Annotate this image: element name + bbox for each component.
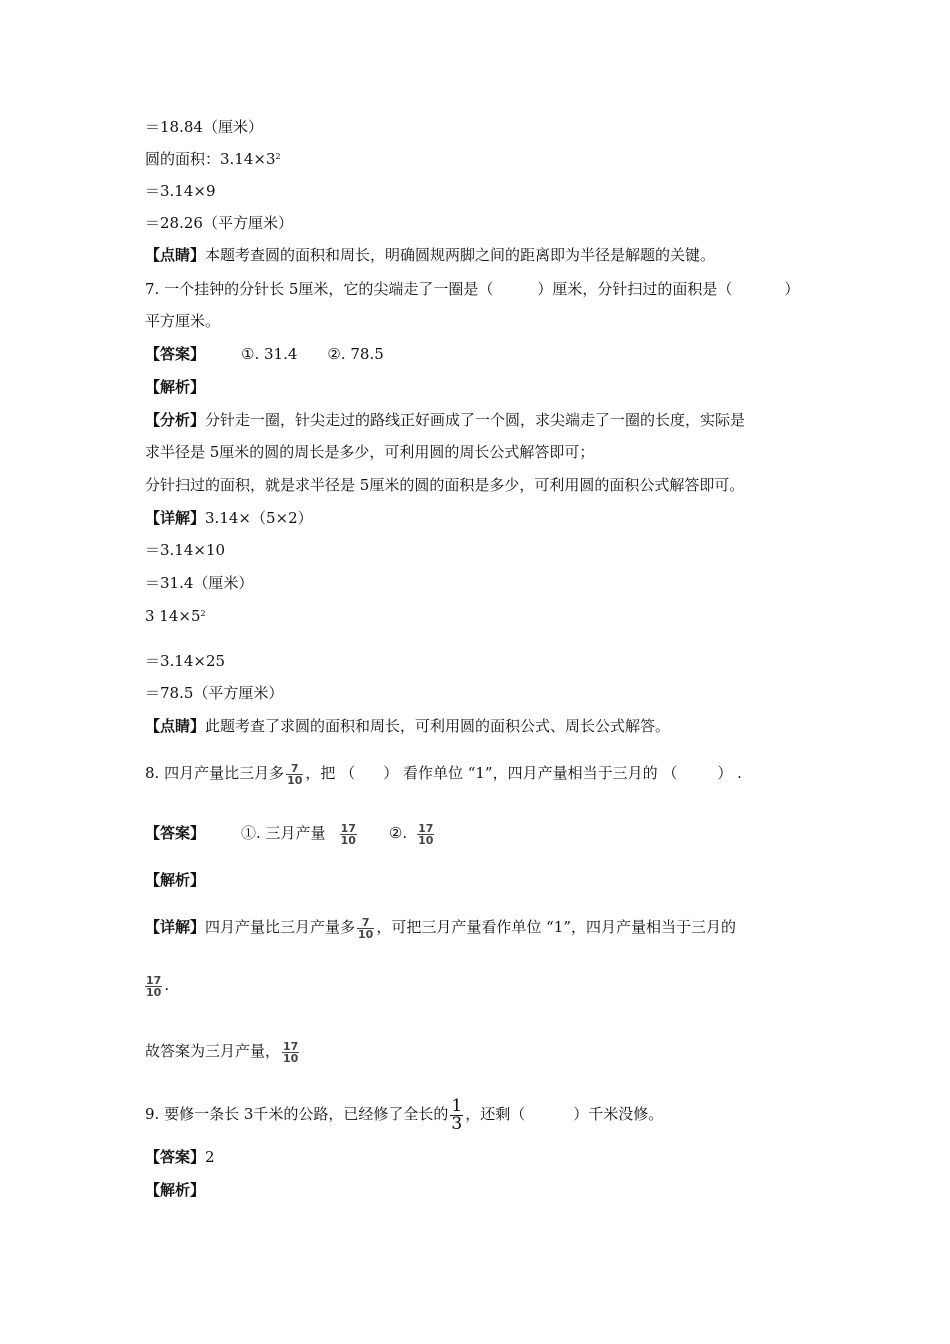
text: 圆的面积：3.14×3 — [145, 150, 276, 168]
numerator: 17 — [418, 821, 434, 835]
fenxi-line-3 — [145, 475, 744, 495]
detail-tag: 【详解】 — [145, 509, 206, 527]
denominator: 10 — [283, 1051, 299, 1065]
denominator: 3 — [451, 1113, 463, 1134]
comment-7 — [145, 716, 670, 736]
text: 此题考查了求圆的面积和周长，可利用圆的面积公式、周长公式解答。 — [205, 717, 671, 735]
question-7-cont — [145, 311, 220, 331]
detail-tag: 【详解】 — [145, 918, 206, 936]
text: 3.14×（5×2） — [205, 509, 313, 527]
text: ＝78.5（平方厘米） — [145, 684, 284, 702]
denominator: 10 — [340, 833, 356, 847]
question-8 — [145, 758, 742, 788]
question-7 — [145, 279, 799, 299]
numerator: 7 — [290, 761, 299, 775]
conclusion-8 — [145, 1036, 301, 1066]
fraction-17-10 — [417, 823, 434, 846]
text: ）千米没修。 — [573, 1105, 664, 1123]
analysis-8-tag — [145, 870, 205, 890]
line-perimeter-result — [145, 117, 263, 137]
text: 7. 一个挂钟的分针长 5厘米，它的尖端走了一圈是（ — [145, 280, 494, 298]
numerator: 17 — [146, 973, 162, 987]
answer-tag: 【答案】 — [145, 345, 206, 363]
text: ） . — [717, 764, 742, 782]
fraction-17-10 — [340, 823, 357, 846]
text: ＝3.14×10 — [145, 541, 226, 559]
text: 平方厘米。 — [145, 312, 221, 330]
answer-9 — [145, 1147, 215, 1167]
answer-2: ②. — [388, 824, 408, 842]
text: ＝3.14×25 — [145, 652, 226, 670]
answer-1: ①. 31.4 — [241, 345, 298, 363]
denominator: 10 — [287, 773, 303, 787]
text: 求半径是 5厘米的圆的周长是多少，可利用圆的周长公式解答即可； — [145, 443, 595, 461]
fenxi-line-1 — [145, 410, 745, 430]
fraction-17-10 — [282, 1041, 299, 1064]
denominator: 10 — [146, 985, 162, 999]
text: ＝31.4（厘米） — [145, 574, 254, 592]
question-9 — [145, 1094, 663, 1134]
answer-2: ②. 78.5 — [327, 345, 384, 363]
detail-7-line-4 — [145, 606, 206, 626]
text: . — [164, 976, 170, 994]
analysis-tag: 【解析】 — [145, 871, 206, 889]
text: 分针扫过的面积，就是求半径是 5厘米的圆的面积是多少，可利用圆的面积公式解答即可。 — [145, 476, 745, 494]
denominator: 10 — [418, 833, 434, 847]
detail-8-line-2 — [145, 970, 169, 1000]
answer-1: ①. 三月产量 — [241, 824, 326, 842]
line-comment-6 — [145, 245, 715, 265]
exponent: 2 — [275, 152, 281, 161]
denominator: 10 — [358, 927, 374, 941]
answer-value: 2 — [205, 1148, 215, 1166]
numerator: 1 — [451, 1095, 463, 1116]
text: ＝28.26（平方厘米） — [145, 214, 293, 232]
comment-tag: 【点睛】 — [145, 717, 206, 735]
analysis-9-tag — [145, 1180, 205, 1200]
text: ） — [784, 280, 800, 298]
analysis-tag: 【解析】 — [145, 378, 206, 396]
answer-tag: 【答案】 — [145, 824, 206, 842]
detail-7-line-6 — [145, 683, 283, 703]
fraction-7-10 — [286, 763, 303, 786]
fraction-7-10 — [357, 917, 374, 940]
line-area-result — [145, 213, 293, 233]
line-area-step — [145, 181, 216, 201]
fenxi-line-2 — [145, 442, 594, 462]
text: 3 14×5 — [145, 607, 201, 625]
text: 8. 四月产量比三月多 — [145, 764, 285, 782]
fraction-17-10 — [145, 975, 162, 998]
fraction-1-3 — [450, 1095, 463, 1134]
detail-7-line-5 — [145, 651, 225, 671]
text: ＝18.84（厘米） — [145, 118, 263, 136]
text: 四月产量比三月产量多 — [205, 918, 356, 936]
numerator: 17 — [283, 1039, 299, 1053]
detail-7-line-1 — [145, 508, 313, 528]
detail-7-line-3 — [145, 573, 253, 593]
line-area-formula — [145, 149, 281, 169]
fenxi-tag: 【分析】 — [145, 411, 206, 429]
text: 9. 要修一条长 3千米的公路，已经修了全长的 — [145, 1105, 449, 1123]
answer-7 — [145, 344, 384, 364]
text: ，可把三月产量看作单位 “1”，四月产量相当于三月的 — [376, 918, 736, 936]
text: ，把 （ — [305, 764, 356, 782]
exponent: 2 — [200, 609, 206, 618]
analysis-7-tag — [145, 377, 205, 397]
analysis-tag: 【解析】 — [145, 1181, 206, 1199]
detail-8-line-1 — [145, 912, 736, 942]
answer-tag: 【答案】 — [145, 1148, 206, 1166]
text: 本题考查圆的面积和周长，明确圆规两脚之间的距离即为半径是解题的关键。 — [205, 246, 716, 264]
text: ） 看作单位 “1”，四月产量相当于三月的 （ — [383, 764, 678, 782]
answer-8 — [145, 818, 436, 848]
numerator: 17 — [340, 821, 356, 835]
text: 故答案为三月产量， — [145, 1042, 281, 1060]
text: 分针走一圈，针尖走过的路线正好画成了一个圆，求尖端走了一圈的长度，实际是 — [205, 411, 746, 429]
text: ，还剩（ — [465, 1105, 526, 1123]
comment-tag: 【点睛】 — [145, 246, 206, 264]
text: ＝3.14×9 — [145, 182, 216, 200]
detail-7-line-2 — [145, 540, 225, 560]
numerator: 7 — [361, 915, 370, 929]
text: ）厘米，分针扫过的面积是（ — [537, 280, 733, 298]
